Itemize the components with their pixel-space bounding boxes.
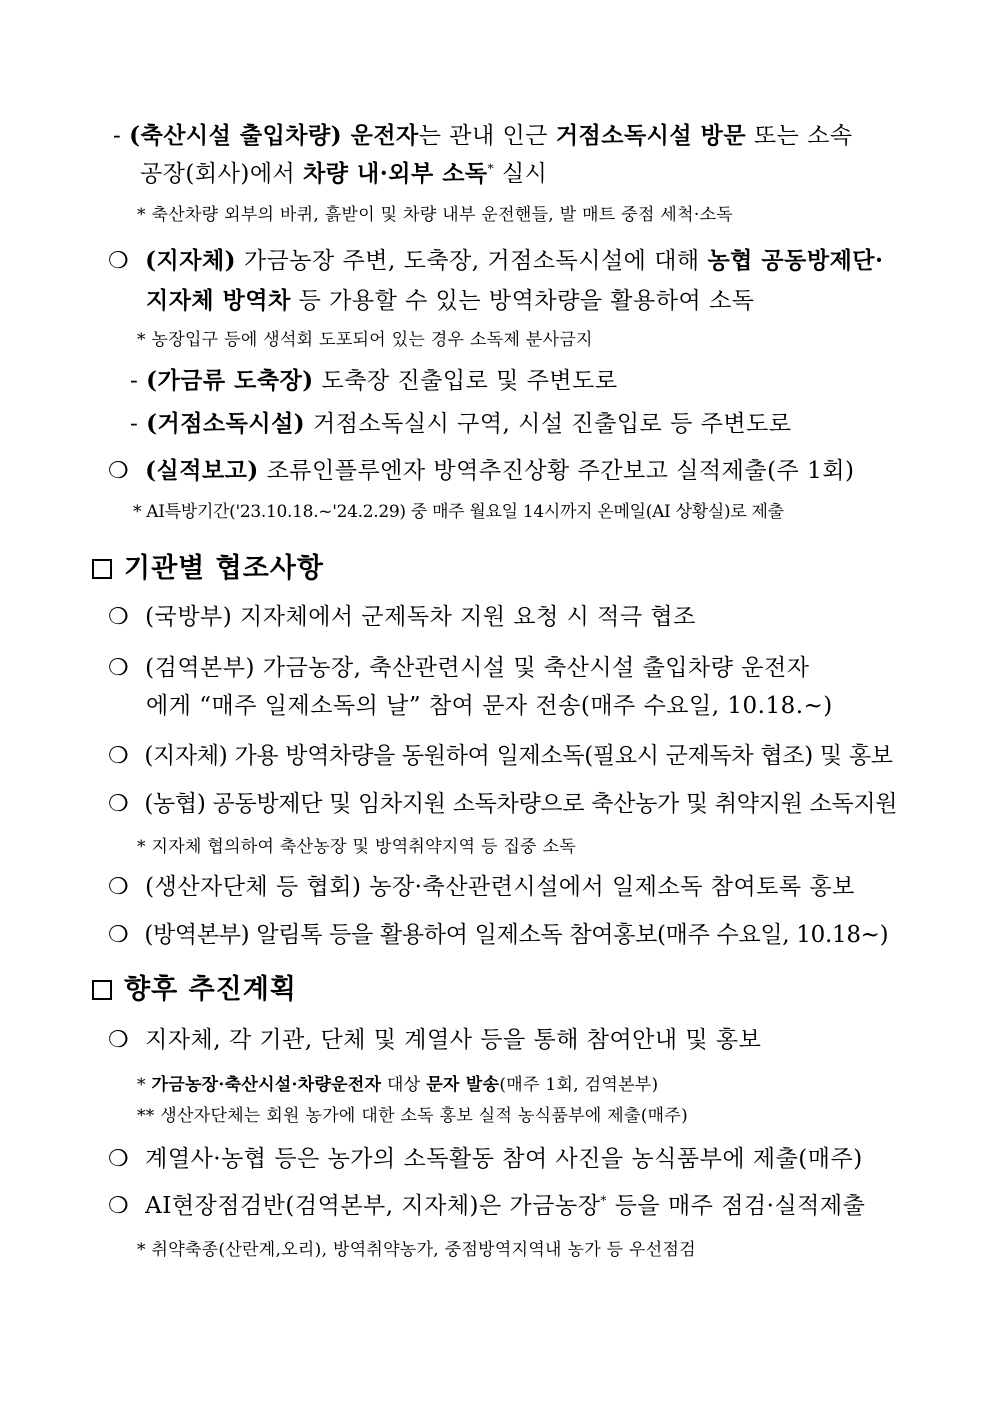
jijache-dash-2: - (거점소독시설) 거점소독실시 구역, 시설 진출입로 등 주변도로 (130, 410, 792, 437)
bullet-circle: ❍ (108, 743, 129, 769)
coop-item-producers: ❍ (생산자단체 등 협회) 농장·축산관련시설에서 일제소독 참여토록 홍보 (108, 874, 855, 900)
plan-item-1: ❍ 지자체, 각 기관, 단체 및 계열사 등을 통해 참여안내 및 홍보 (108, 1027, 762, 1053)
jijache-dash-1: - (가금류 도축장) 도축장 진출입로 및 주변도로 (130, 367, 618, 394)
bullet-circle: ❍ (108, 1027, 130, 1053)
section-heading-cooperation: 기관별 협조사항 (92, 553, 324, 585)
plan-item-3: ❍ AI현장점검반(검역본부, 지자체)은 가금농장* 등을 매주 점검·실적제출 (108, 1193, 866, 1219)
plan-note-2: ** 생산자단체는 회원 농가에 대한 소독 홍보 실적 농식품부에 제출(매주) (137, 1106, 689, 1126)
bullet-circle: ❍ (108, 655, 130, 681)
bullet-circle: ❍ (108, 922, 129, 948)
intro-line-2: 공장(회사)에서 차량 내·외부 소독* 실시 (140, 160, 548, 187)
coop-item-jijache: ❍ (지자체) 가용 방역차량을 동원하여 일제소독(필요시 군제독차 협조) 및 홍보 (108, 743, 893, 769)
checkbox-square-icon (92, 559, 112, 579)
intro-note: * 축산차량 외부의 바퀴, 흙받이 및 차량 내부 운전핸들, 발 매트 중점 세척·소독 (137, 205, 734, 225)
coop-item-defense: ❍ (국방부) 지자체에서 군제독차 지원 요청 시 적극 협조 (108, 604, 696, 630)
coop-item-nh: ❍ (농협) 공동방제단 및 임차지원 소독차량으로 축산농가 및 취약지원 소독지원 (108, 791, 898, 817)
dash-marker: - (113, 123, 122, 149)
report-line: ❍ (실적보고) 조류인플루엔자 방역추진상황 주간보고 실적제출(주 1회) (108, 457, 855, 484)
bullet-circle: ❍ (108, 604, 130, 630)
bullet-circle: ❍ (108, 458, 130, 484)
jijache-line-1: ❍ (지자체) 가금농장 주변, 도축장, 거점소독시설에 대해 농협 공동방제단· (108, 247, 884, 274)
bullet-circle: ❍ (108, 874, 130, 900)
plan-note-1: * 가금농장·축산시설·차량운전자 대상 문자 발송(매주 1회, 검역본부) (137, 1075, 659, 1095)
coop-item-quarantine-cont: 에게 “매주 일제소독의 날” 참여 문자 전송(매주 수요일, 10.18.~) (146, 693, 833, 719)
plan-item-2: ❍ 계열사·농협 등은 농가의 소독활동 참여 사진을 농식품부에 제출(매주) (108, 1146, 863, 1172)
jijache-line-2: 지자체 방역차 등 가용할 수 있는 방역차량을 활용하여 소독 (146, 287, 755, 314)
jijache-note: * 농장입구 등에 생석회 도포되어 있는 경우 소독제 분사금지 (137, 330, 593, 350)
plan-note-3: * 취약축종(산란계,오리), 방역취약농가, 중점방역지역내 농가 등 우선점검 (137, 1240, 696, 1260)
bullet-circle: ❍ (108, 1193, 130, 1219)
checkbox-square-icon (92, 980, 112, 1000)
coop-item-quarantine: ❍ (검역본부) 가금농장, 축산관련시설 및 축산시설 출입차량 운전자 (108, 655, 810, 681)
intro-line-1: - (축산시설 출입차량) 운전자는 관내 인근 거점소독시설 방문 또는 소속 (113, 122, 853, 149)
coop-note: * 지자체 협의하여 축산농장 및 방역취약지역 등 집중 소독 (137, 837, 577, 857)
report-note: * AI특방기간('23.10.18.~'24.2.29) 중 매주 월요일 14시까지 온메일(AI 상황실)로 제출 (133, 502, 784, 522)
bullet-circle: ❍ (108, 1146, 130, 1172)
coop-item-quarantine-hq: ❍ (방역본부) 알림톡 등을 활용하여 일제소독 참여홍보(매주 수요일, 10.18~) (108, 922, 889, 948)
section-heading-plan: 향후 추진계획 (92, 974, 297, 1006)
bullet-circle: ❍ (108, 791, 129, 817)
bullet-circle: ❍ (108, 248, 130, 274)
